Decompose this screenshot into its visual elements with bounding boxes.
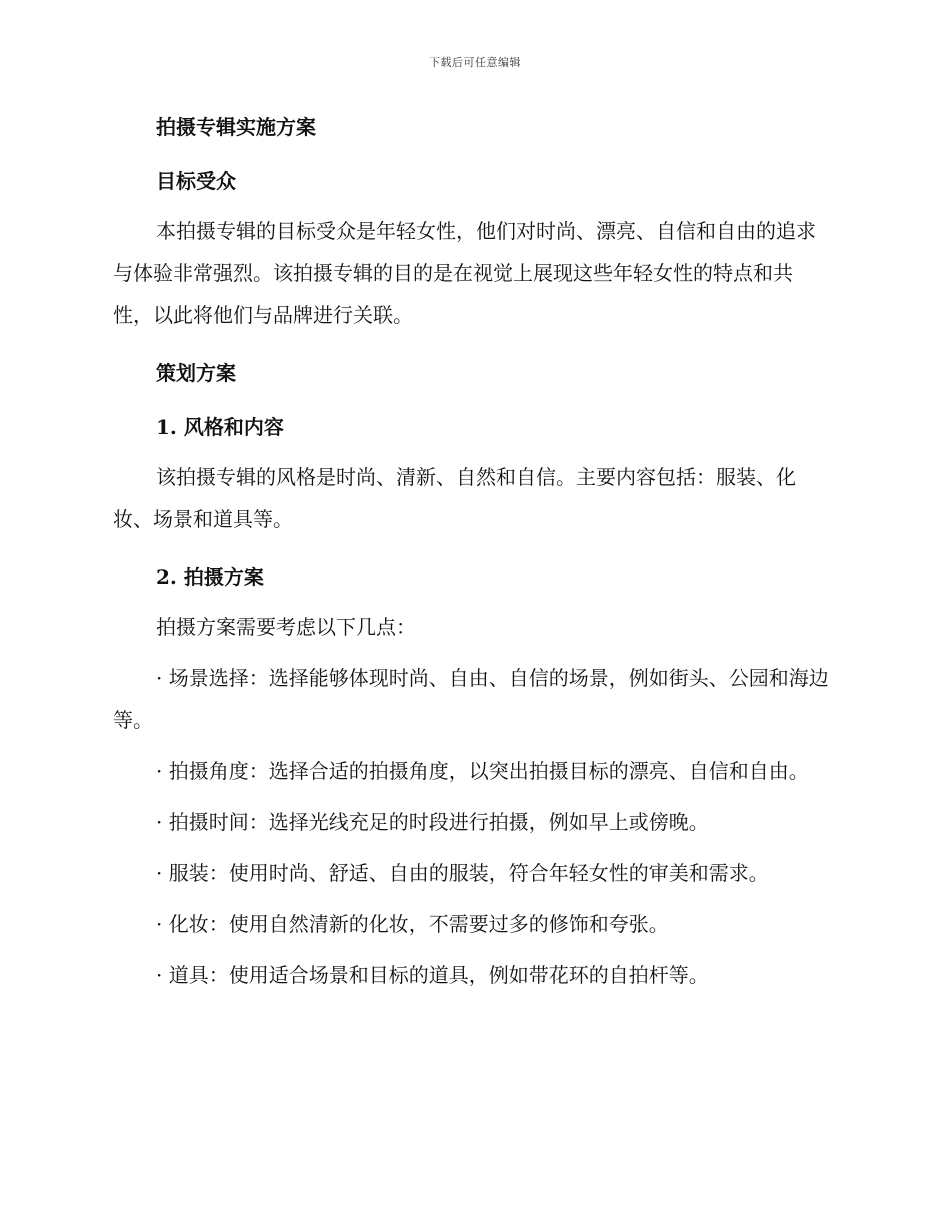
list-item: · 场景选择：选择能够体现时尚、自由、自信的场景，例如街头、公园和海边等。	[113, 666, 829, 732]
list-item: · 拍摄角度：选择合适的拍摄角度，以突出拍摄目标的漂亮、自信和自由。	[156, 759, 809, 783]
list-item: · 服装：使用时尚、舒适、自由的服装，符合年轻女性的审美和需求。	[156, 861, 769, 885]
list-item: · 道具：使用适合场景和目标的道具，例如带花环的自拍杆等。	[156, 963, 709, 987]
document-title: 拍摄专辑实施方案	[156, 115, 316, 139]
paragraph-audience: 本拍摄专辑的目标受众是年轻女性，他们对时尚、漂亮、自信和自由的追求与体验非常强烈。该拍摄专辑的目的是在视觉上展现这些年轻女性的特点和共性，以此将他们与品牌进行关联。	[113, 219, 816, 327]
document-body	[113, 110, 829, 996]
paragraph-style: 该拍摄专辑的风格是时尚、清新、自然和自信。主要内容包括：服装、化妆、场景和道具等。	[113, 465, 796, 531]
subsection-heading-shoot: 2. 拍摄方案	[156, 565, 264, 589]
section-heading-audience: 目标受众	[156, 169, 236, 193]
list-item: · 拍摄时间：选择光线充足的时段进行拍摄，例如早上或傍晚。	[156, 810, 709, 834]
paragraph-shoot-intro: 拍摄方案需要考虑以下几点：	[156, 615, 416, 639]
subsection-heading-style: 1. 风格和内容	[156, 415, 284, 439]
list-item: · 化妆：使用自然清新的化妆，不需要过多的修饰和夸张。	[156, 912, 669, 936]
page-header-note: 下载后可任意编辑	[429, 56, 521, 69]
section-heading-plan: 策划方案	[156, 361, 236, 385]
